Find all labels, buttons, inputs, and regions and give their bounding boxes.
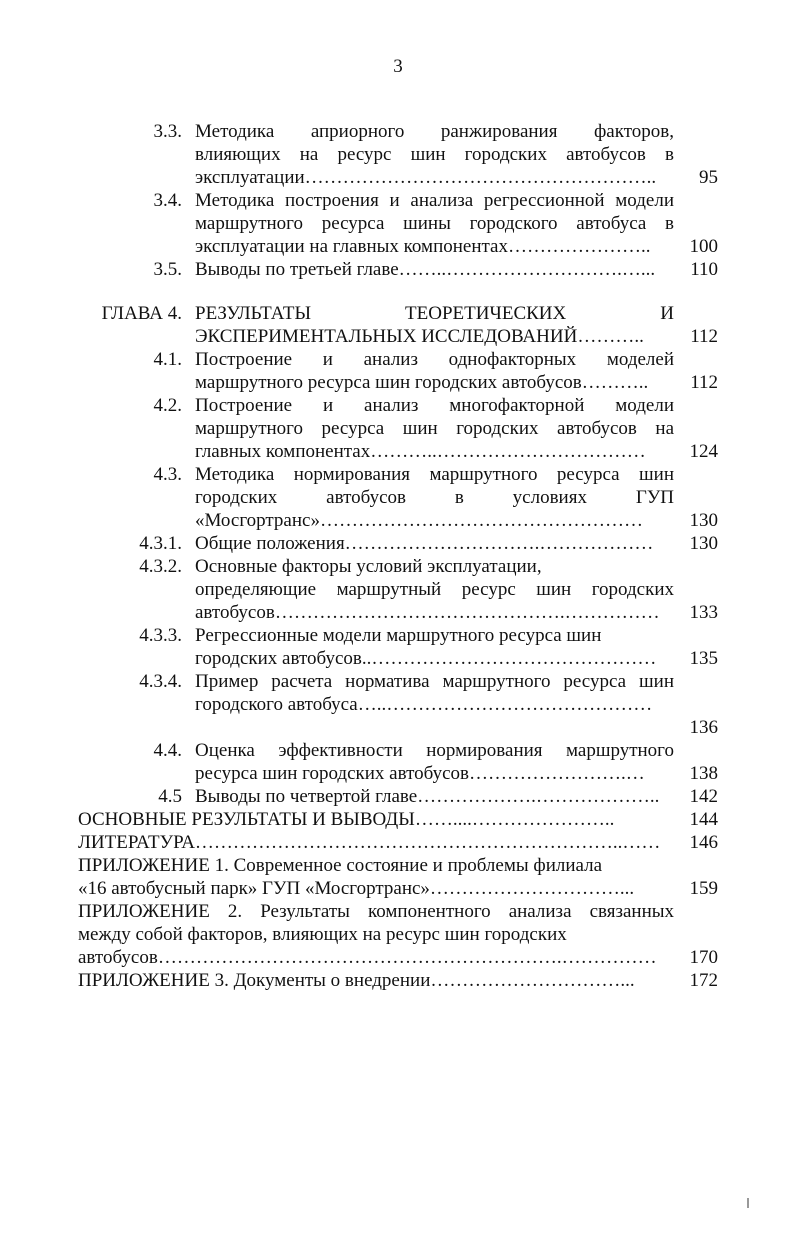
toc-page-number: 172: [689, 970, 718, 991]
toc-appendix-line: между собой факторов, влияющих на ресурс шин городских: [78, 924, 567, 945]
page-number: 3: [393, 56, 403, 77]
toc-entry-line: ресурса шин городских автобусов…………………….…: [195, 763, 645, 784]
toc-page-number: 135: [689, 648, 718, 669]
toc-appendix-line: автобусов……………………………………………………….……………: [78, 947, 657, 968]
toc-entry-line: эксплуатации на главных компонентах…………………..: [195, 236, 651, 257]
toc-entry-line: городских автобусов в условиях ГУП: [195, 487, 674, 508]
toc-entry-line: Методика априорного ранжирования факторов,: [195, 121, 674, 142]
toc-entry-line: Выводы по четвертой главе……………….………………..: [195, 786, 660, 807]
toc-entry-line: городских автобусов..………………………………………: [195, 648, 657, 669]
toc-entry-line: Построение и анализ однофакторных моделей: [195, 349, 674, 370]
toc-entry-line: «Мосгортранс»……………………………………………: [195, 510, 643, 531]
toc-entry-number: 4.3.1.: [139, 533, 182, 554]
toc-main-heading: ОСНОВНЫЕ РЕЗУЛЬТАТЫ И ВЫВОДЫ……....…………………..: [78, 809, 615, 830]
toc-appendix-line: ПРИЛОЖЕНИЕ 3. Документы о внедрении…………………………...: [78, 970, 635, 991]
toc-entry-line: Методика нормирования маршрутного ресурса шин: [195, 464, 674, 485]
toc-appendix-line: ПРИЛОЖЕНИЕ 1. Современное состояние и проблемы филиала: [78, 855, 603, 876]
toc-entry-number: 3.4.: [153, 190, 182, 211]
toc-page-number: 144: [689, 809, 718, 830]
toc-entry-line: Методика построения и анализа регрессионной модели: [195, 190, 674, 211]
toc-entry-line: Основные факторы условий эксплуатации,: [195, 556, 542, 577]
toc-entry-line: Выводы по третьей главе……..……………………….…...: [195, 259, 656, 280]
toc-entry-line: автобусов……………………………………….……………: [195, 602, 660, 623]
scan-artifact: [747, 1198, 749, 1208]
toc-chapter-number: ГЛАВА 4.: [101, 303, 182, 324]
toc-entry-number: 4.1.: [153, 349, 182, 370]
toc-entry-line: маршрутного ресурса шин городских автобусов………..: [195, 372, 649, 393]
toc-main-heading: ЛИТЕРАТУРА…………………………………………………………..……: [78, 832, 661, 853]
toc-page-number: 142: [689, 786, 718, 807]
toc-page-number: 130: [689, 533, 718, 554]
toc-page-number: 95: [699, 167, 718, 188]
toc-entry-number: 4.2.: [153, 395, 182, 416]
toc-entry-number: 4.3.4.: [139, 671, 182, 692]
toc-entry-line: маршрутного ресурса шины городского автобуса в: [195, 213, 674, 234]
toc-entry-line: Регрессионные модели маршрутного ресурса шин: [195, 625, 602, 646]
toc-page-number: 170: [689, 947, 718, 968]
toc-page-number: 138: [689, 763, 718, 784]
toc-entry-line: главных компонентах………..……………………………: [195, 441, 646, 462]
toc-page-number: 159: [689, 878, 718, 899]
toc-entry-line: городского автобуса…..……………………………………: [195, 694, 653, 715]
toc-entry-number: 4.5: [158, 786, 182, 807]
toc-entry-line: определяющие маршрутный ресурс шин городских: [195, 579, 674, 600]
toc-entry-number: 3.3.: [153, 121, 182, 142]
toc-page-number: 100: [689, 236, 718, 257]
toc-entry-line: Построение и анализ многофакторной модели: [195, 395, 674, 416]
toc-entry-line: влияющих на ресурс шин городских автобусов в: [195, 144, 674, 165]
toc-entry-line: эксплуатации………………………………………………..: [195, 167, 657, 188]
toc-page-number: 133: [689, 602, 718, 623]
toc-entry-number: 3.5.: [153, 259, 182, 280]
toc-chapter-title: РЕЗУЛЬТАТЫ ТЕОРЕТИЧЕСКИХ И: [195, 303, 674, 324]
toc-appendix-line: «16 автобусный парк» ГУП «Мосгортранс»…………………………...: [78, 878, 635, 899]
toc-appendix-line: ПРИЛОЖЕНИЕ 2. Результаты компонентного анализа связанных: [78, 901, 674, 922]
toc-page-number: 112: [690, 326, 718, 347]
toc-page-number: 110: [690, 259, 718, 280]
toc-page-number: 112: [690, 372, 718, 393]
toc-page-number: 146: [689, 832, 718, 853]
toc-page-number: 136: [689, 717, 718, 738]
toc-chapter-title: ЭКСПЕРИМЕНТАЛЬНЫХ ИССЛЕДОВАНИЙ………..: [195, 326, 644, 347]
toc-entry-number: 4.3.3.: [139, 625, 182, 646]
toc-entry-line: Пример расчета норматива маршрутного ресурса шин: [195, 671, 674, 692]
toc-page-number: 130: [689, 510, 718, 531]
toc-entry-line: Оценка эффективности нормирования маршрутного: [195, 740, 674, 761]
toc-entry-line: Общие положения………………………….………………: [195, 533, 654, 554]
toc-entry-number: 4.3.2.: [139, 556, 182, 577]
toc-entry-number: 4.4.: [153, 740, 182, 761]
toc-entry-number: 4.3.: [153, 464, 182, 485]
toc-page-number: 124: [689, 441, 718, 462]
toc-entry-line: маршрутного ресурса шин городских автобусов на: [195, 418, 674, 439]
